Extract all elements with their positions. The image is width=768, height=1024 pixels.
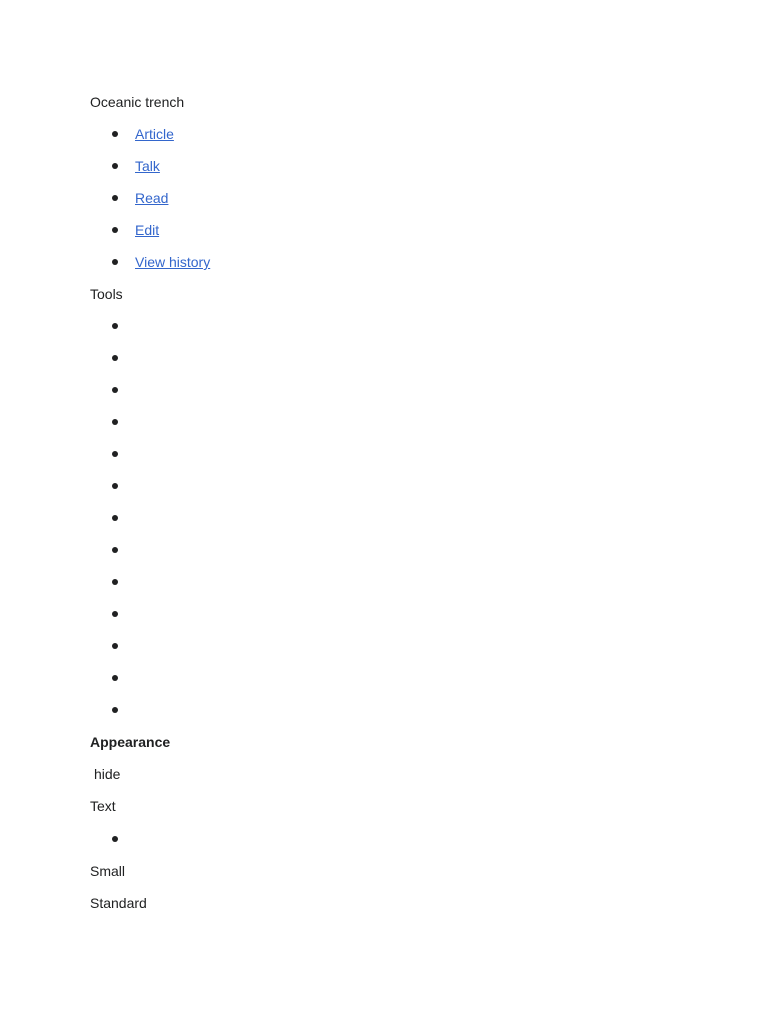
bullet-icon (112, 195, 118, 201)
bullet-icon (112, 323, 118, 329)
bullet-icon (112, 611, 118, 617)
tools-list-item[interactable] (112, 444, 118, 464)
bullet-icon (112, 163, 118, 169)
list-item-talk (112, 156, 160, 176)
tools-list-item[interactable] (112, 700, 118, 720)
bullet-icon (112, 836, 118, 842)
tools-list-item[interactable] (112, 572, 118, 592)
hide-button[interactable]: hide (94, 766, 121, 782)
text-option-small[interactable]: Small (90, 863, 126, 879)
tools-list-item[interactable] (112, 668, 118, 688)
tab-edit[interactable]: Edit (135, 222, 160, 238)
tools-list-item[interactable] (112, 476, 118, 496)
tools-list-item[interactable] (112, 412, 118, 432)
tools-list-item[interactable] (112, 348, 118, 368)
bullet-icon (112, 547, 118, 553)
tab-read[interactable]: Read (135, 190, 169, 206)
bullet-icon (112, 419, 118, 425)
bullet-icon (112, 515, 118, 521)
tools-list-item[interactable] (112, 508, 118, 528)
tools-list-item[interactable] (112, 636, 118, 656)
bullet-icon (112, 483, 118, 489)
bullet-icon (112, 387, 118, 393)
bullet-icon (112, 451, 118, 457)
bullet-icon (112, 643, 118, 649)
tab-talk[interactable]: Talk (135, 158, 160, 174)
bullet-icon (112, 259, 118, 265)
bullet-icon (112, 131, 118, 137)
bullet-icon (112, 675, 118, 681)
tools-list-item[interactable] (112, 380, 118, 400)
appearance-heading: Appearance (90, 734, 171, 750)
tools-list-item[interactable] (112, 540, 118, 560)
bullet-icon (112, 227, 118, 233)
tab-article[interactable]: Article (135, 126, 174, 142)
list-item-view-history (112, 252, 211, 272)
list-item-article (112, 124, 174, 144)
tools-list-item[interactable] (112, 604, 118, 624)
tab-view-history[interactable]: View history (135, 254, 211, 270)
bullet-icon (112, 579, 118, 585)
list-item-read (112, 188, 169, 208)
text-option-standard[interactable]: Standard (90, 895, 147, 911)
list-item-edit (112, 220, 160, 240)
text-list-item[interactable] (112, 829, 118, 849)
bullet-icon (112, 355, 118, 361)
tools-list-item[interactable] (112, 316, 118, 336)
page-title: Oceanic trench (90, 94, 185, 110)
tools-heading: Tools (90, 286, 123, 302)
bullet-icon (112, 707, 118, 713)
text-heading: Text (90, 798, 116, 814)
